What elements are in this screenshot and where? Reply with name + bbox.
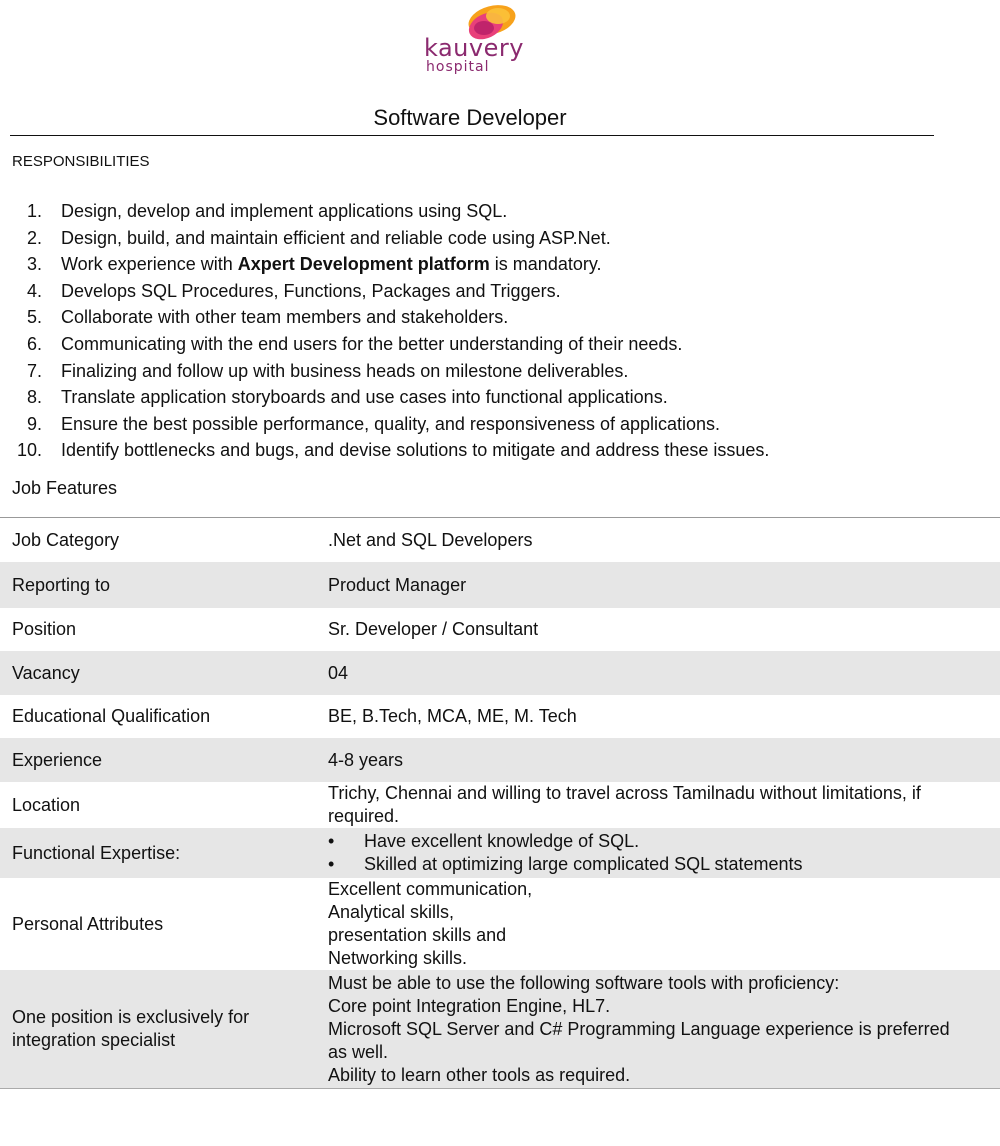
responsibility-item (0, 384, 990, 411)
item-emphasis: Axpert Development platform (237, 254, 490, 275)
row-label: Reporting to (12, 574, 111, 595)
item-text: Design, build, and maintain efficient and reliable code using ASP.Net. (61, 227, 611, 248)
item-number: 1. (26, 201, 42, 221)
row-value: Trichy, Chennai and willing to travel across Tamilnadu without limitations, if required. (328, 783, 921, 826)
row-value: .Net and SQL Developers (328, 529, 533, 550)
table-row-job-category (0, 518, 1000, 562)
item-number: 7. (26, 360, 42, 381)
item-number: 8. (26, 387, 42, 408)
item-number: 5. (26, 307, 42, 328)
item-number: 4. (26, 280, 42, 301)
responsibility-item (0, 304, 990, 331)
item-text: Identify bottlenecks and bugs, and devise solutions to mitigate and address these issues. (61, 440, 770, 461)
logo-subtitle: hospital (426, 59, 490, 75)
item-text: Finalizing and follow up with business heads on milestone deliverables. (61, 360, 629, 381)
row-value: Excellent communication, Analytical skills, presentation skills and Networking skills. (328, 879, 533, 968)
item-text: Ensure the best possible performance, quality, and responsiveness of applications. (61, 413, 721, 434)
table-row-position (0, 608, 1000, 651)
responsibility-item (0, 225, 990, 252)
row-value (328, 828, 994, 878)
item-text: Communicating with the end users for the better understanding of their needs. (61, 333, 683, 354)
job-features-heading: Job Features (12, 478, 118, 498)
responsibilities-heading: RESPONSIBILITIES (12, 153, 150, 170)
item-text: Work experience with Axpert Development platform is mandatory. (61, 254, 602, 275)
row-label: Location (12, 794, 81, 815)
bullet-item: • Have excellent knowledge of SQL. (328, 831, 640, 851)
row-value: 04 (328, 662, 349, 683)
table-row-integration-specialist (0, 970, 1000, 1088)
row-value: 4-8 years (328, 749, 404, 770)
row-label: Job Category (12, 529, 120, 550)
table-row-educational-qualification (0, 695, 1000, 738)
bullet-item: • Skilled at optimizing large complicated SQL statements (328, 854, 803, 874)
table-row-experience (0, 738, 1000, 782)
title-divider (10, 135, 934, 136)
table-row-reporting-to (0, 562, 1000, 608)
bullet-icon: • (328, 854, 335, 874)
kauvery-logo (418, 4, 528, 76)
responsibility-item (0, 198, 990, 225)
row-label: Functional Expertise: (12, 842, 181, 863)
row-value: Product Manager (328, 574, 467, 595)
responsibility-item (0, 331, 990, 358)
bullet-icon: • (328, 831, 335, 851)
row-label: One position is exclusively for integration specialist (12, 1007, 250, 1050)
table-row-vacancy (0, 651, 1000, 695)
page-title: Software Developer (373, 105, 567, 130)
job-features-table (0, 517, 1000, 1089)
row-label: Educational Qualification (12, 706, 211, 726)
responsibility-item (0, 251, 990, 278)
responsibility-item (0, 278, 990, 305)
item-text: Collaborate with other team members and stakeholders. (61, 307, 509, 328)
item-number: 3. (26, 254, 42, 275)
row-value: BE, B.Tech, MCA, ME, M. Tech (328, 706, 577, 726)
row-label: Experience (12, 749, 103, 770)
item-text: Develops SQL Procedures, Functions, Packages and Triggers. (61, 280, 561, 301)
responsibility-item (0, 358, 990, 385)
responsibilities-list (0, 198, 990, 464)
item-number: 6. (26, 333, 42, 354)
row-value: Sr. Developer / Consultant (328, 619, 539, 639)
item-text: Design, develop and implement applications using SQL. (61, 201, 508, 221)
item-text: Translate application storyboards and use cases into functional applications. (61, 387, 668, 408)
responsibility-item (0, 437, 990, 464)
row-label: Personal Attributes (12, 913, 164, 934)
row-label: Position (12, 619, 77, 639)
item-number: 10. (16, 440, 42, 461)
item-number: 9. (26, 413, 42, 434)
responsibility-item (0, 411, 990, 438)
table-row-functional-expertise (0, 828, 1000, 878)
row-value: Must be able to use the following software tools with proficiency: Core point Integration Engine, HL7. Microsoft SQL Server and C# Programming Language experience is preferred as well. Ability to learn other tools as required. (328, 972, 950, 1085)
table-row-personal-attributes (0, 878, 1000, 970)
item-number: 2. (26, 227, 42, 248)
logo-wordmark: kauvery (424, 34, 524, 62)
table-row-location (0, 782, 1000, 828)
row-label: Vacancy (12, 662, 80, 683)
